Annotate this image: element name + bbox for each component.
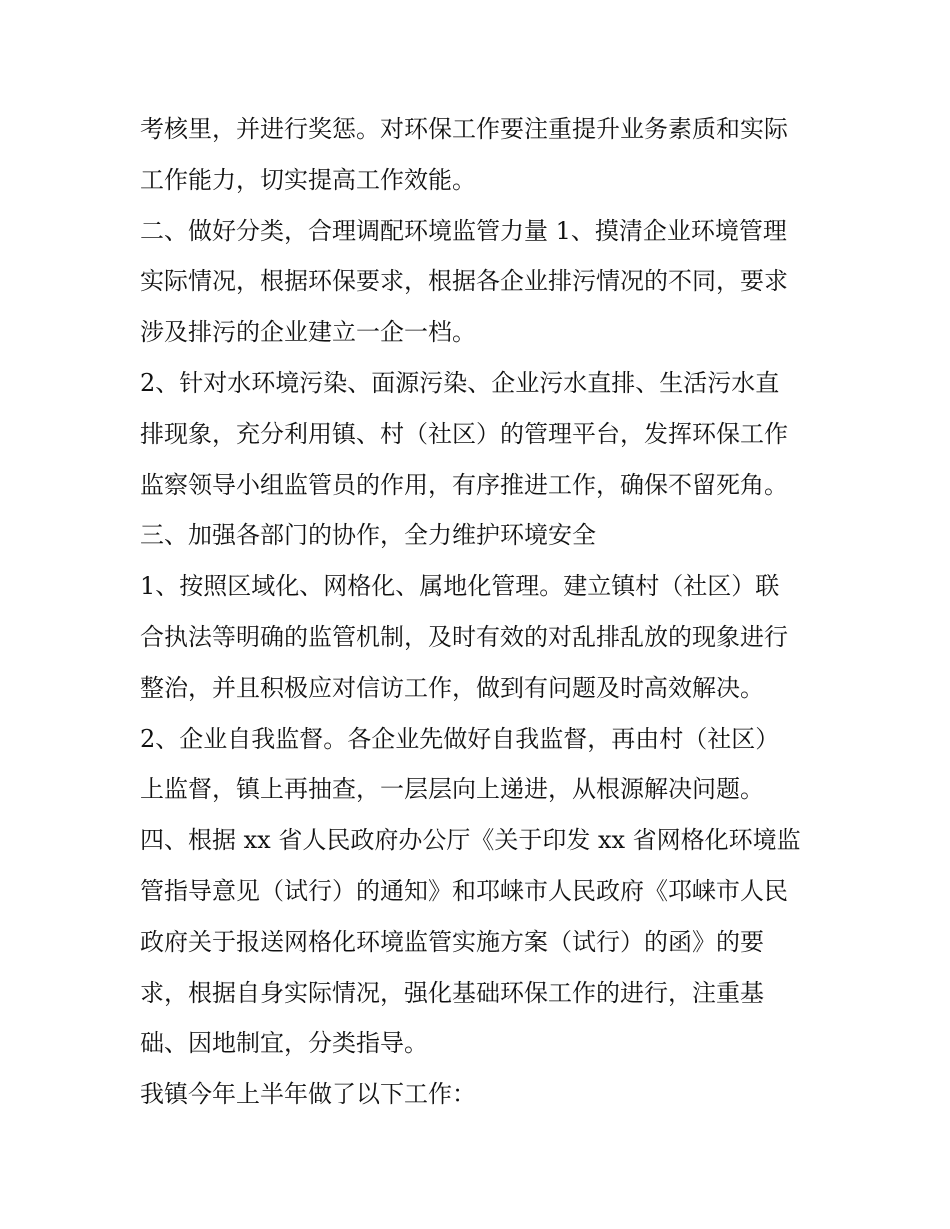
text-line-1: 考核里，并进行奖惩。对环保工作要注重提升业务素质和实际 [140,115,788,143]
text-line-2: 工作能力，切实提高工作效能。 [140,165,476,194]
text-line-14: 上监督，镇上再抽查，一层层向上递进，从根源解决问题。 [140,775,764,804]
document-body [140,104,820,1120]
text-line-7: 排现象，充分利用镇、村（社区）的管理平台，发挥环保工作 [140,419,788,448]
text-line-20: 我镇今年上半年做了以下工作： [140,1080,476,1109]
text-line-19: 础、因地制宜，分类指导。 [140,1029,428,1058]
section-heading-4: 四、根据 xx 省人民政府办公厅《关于印发 xx 省网格化环境监 [140,826,801,855]
list-item-2: 2、针对水环境污染、面源污染、企业污水直排、生活污水直 [140,368,780,397]
list-item-2b: 2、企业自我监督。各企业先做好自我监督，再由村（社区） [140,724,780,753]
list-item-1: 1、按照区域化、网格化、属地化管理。建立镇村（社区）联 [140,572,780,601]
section-heading-3: 三、加强各部门的协作，全力维护环境安全 [140,521,596,550]
section-heading-2: 二、做好分类，合理调配环境监管力量 1、摸清企业环境管理 [140,216,787,245]
text-line-5: 涉及排污的企业建立一企一档。 [140,318,476,347]
text-line-8: 监察领导小组监管员的作用，有序推进工作，确保不留死角。 [140,470,788,499]
text-line-4: 实际情况，根据环保要求，根据各企业排污情况的不同，要求 [140,267,788,296]
text-line-12: 整治，并且积极应对信访工作，做到有问题及时高效解决。 [140,673,764,702]
text-line-11: 合执法等明确的监管机制，及时有效的对乱排乱放的现象进行 [140,622,788,651]
text-line-17: 政府关于报送网格化环境监管实施方案（试行）的函》的要 [140,927,764,956]
text-line-18: 求，根据自身实际情况，强化基础环保工作的进行，注重基 [140,978,764,1007]
text-line-16: 管指导意见（试行）的通知》和邛崃市人民政府《邛崃市人民 [140,876,788,905]
